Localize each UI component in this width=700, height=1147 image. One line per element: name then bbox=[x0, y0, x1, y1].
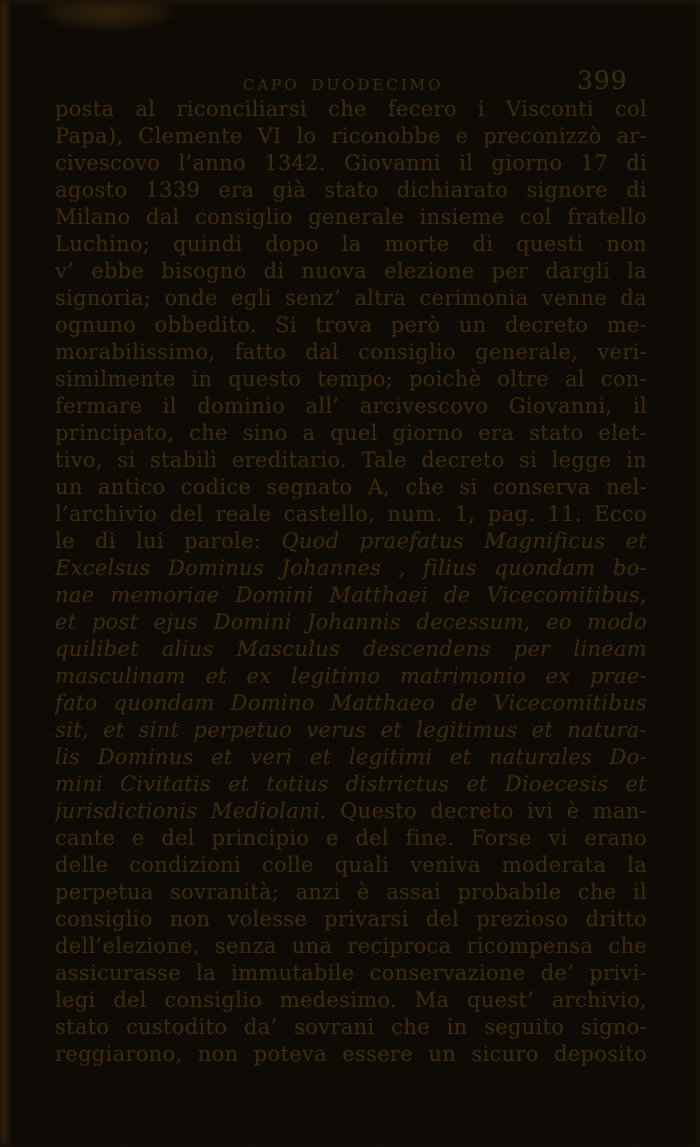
body-text-segment: civescovo l’anno 1342. Giovanni il giorno 17 di bbox=[55, 151, 647, 175]
text-line bbox=[55, 663, 647, 690]
body-text-segment: l’archivio del reale castello, num. 1, pag. 11. Ecco bbox=[55, 502, 647, 526]
body-text-segment: principato, che sino a quel giorno era stato elet- bbox=[55, 421, 647, 445]
body-text-segment: cante e del principio e del fine. Forse vi erano bbox=[55, 826, 647, 850]
text-line bbox=[55, 474, 647, 501]
text-line bbox=[55, 339, 647, 366]
text-line bbox=[55, 636, 647, 663]
scan-edge-left bbox=[0, 0, 12, 1147]
body-text-segment: un antico codice segnato A, che si conserva nel- bbox=[55, 475, 647, 499]
text-line bbox=[55, 123, 647, 150]
text-line bbox=[55, 285, 647, 312]
body-text-segment: Papa), Clemente VI lo riconobbe e preconizzò ar- bbox=[55, 124, 647, 148]
text-line bbox=[55, 420, 647, 447]
text-line bbox=[55, 555, 647, 582]
latin-quote-segment: masculinam et ex legitimo matrimonio ex prae- bbox=[55, 664, 647, 688]
body-text-segment: Luchino; quindi dopo la morte di questi non bbox=[55, 232, 647, 256]
body-text-segment: legi del consiglio medesimo. Ma quest’ archivio, bbox=[55, 988, 647, 1012]
latin-quote-segment: mini Civitatis et totius districtus et Dioecesis et bbox=[55, 772, 647, 796]
text-line bbox=[55, 204, 647, 231]
text-line bbox=[55, 906, 647, 933]
body-text-segment: Questo decreto ivi è man- bbox=[326, 799, 647, 823]
latin-quote-segment: nae memoriae Domini Matthaei de Vicecomitibus, bbox=[55, 583, 647, 607]
text-line bbox=[55, 582, 647, 609]
text-line bbox=[55, 96, 647, 123]
text-line bbox=[55, 690, 647, 717]
latin-quote-segment: fato quondam Domino Matthaeo de Vicecomitibus bbox=[55, 691, 647, 715]
text-line bbox=[55, 609, 647, 636]
text-line bbox=[55, 825, 647, 852]
page-number: 399 bbox=[577, 66, 628, 95]
body-text-segment: dell’elezione, senza una reciproca ricompensa che bbox=[55, 934, 647, 958]
text-line bbox=[55, 366, 647, 393]
text-line bbox=[55, 1014, 647, 1041]
body-text-segment: agosto 1339 era già stato dichiarato signore di bbox=[55, 178, 647, 202]
text-line bbox=[55, 231, 647, 258]
body-text-segment: similmente in questo tempo; poichè oltre al con- bbox=[55, 367, 647, 391]
body-text-segment: consiglio non volesse privarsi del prezioso dritto bbox=[55, 907, 647, 931]
text-line bbox=[55, 798, 647, 825]
text-line bbox=[55, 717, 647, 744]
text-line bbox=[55, 501, 647, 528]
latin-quote-segment: lis Dominus et veri et legitimi et naturales Do- bbox=[55, 745, 647, 769]
body-text-segment: delle condizioni colle quali veniva moderata la bbox=[55, 853, 647, 877]
paper-stain bbox=[14, 0, 204, 38]
body-text-segment: tivo, si stabilì ereditario. Tale decreto si legge in bbox=[55, 448, 647, 472]
text-line bbox=[55, 447, 647, 474]
text-line bbox=[55, 177, 647, 204]
scan-edge-top bbox=[0, 0, 700, 7]
body-text-segment: perpetua sovranità; anzi è assai probabile che il bbox=[55, 880, 647, 904]
latin-quote-segment: jurisdictionis Mediolani. bbox=[55, 799, 327, 823]
text-line bbox=[55, 960, 647, 987]
latin-quote-segment: Excelsus Dominus Johannes , filius quondam bo- bbox=[55, 556, 647, 580]
text-line bbox=[55, 258, 647, 285]
body-text-segment: Milano dal consiglio generale insieme col fratello bbox=[55, 205, 647, 229]
body-text-segment: v’ ebbe bisogno di nuova elezione per dargli la bbox=[55, 259, 647, 283]
text-line bbox=[55, 744, 647, 771]
running-header-chapter-title: CAPO DUODECIMO bbox=[243, 76, 444, 94]
body-text-segment: fermare il dominio all’ arcivescovo Giovanni, il bbox=[55, 394, 647, 418]
body-text-segment: le di lui parole: bbox=[55, 529, 282, 553]
body-text-segment: morabilissimo, fatto dal consiglio generale, veri- bbox=[55, 340, 647, 364]
text-line bbox=[55, 771, 647, 798]
text-line bbox=[55, 852, 647, 879]
latin-quote-segment: sit, et sint perpetuo verus et legitimus et natura- bbox=[55, 718, 647, 742]
body-text-segment: reggiarono, non poteva essere un sicuro deposito bbox=[55, 1042, 647, 1066]
text-line bbox=[55, 150, 647, 177]
text-line bbox=[55, 933, 647, 960]
latin-quote-segment: Quod praefatus Magnificus et bbox=[281, 529, 647, 553]
text-line bbox=[55, 393, 647, 420]
text-line bbox=[55, 1041, 647, 1068]
body-text-segment: stato custodito da’ sovrani che in seguito signo- bbox=[55, 1015, 647, 1039]
latin-quote-segment: quilibet alius Masculus descendens per lineam bbox=[55, 637, 647, 661]
scan-edge-bottom bbox=[0, 1141, 700, 1147]
text-line bbox=[55, 879, 647, 906]
latin-quote-segment: et post ejus Domini Johannis decessum, eo modo bbox=[55, 610, 647, 634]
text-line bbox=[55, 312, 647, 339]
text-block bbox=[55, 96, 647, 1068]
text-line bbox=[55, 528, 647, 555]
body-text-segment: signoria; onde egli senz’ altra cerimonia venne da bbox=[55, 286, 647, 310]
text-line bbox=[55, 987, 647, 1014]
body-text-segment: posta al riconciliarsi che fecero i Visconti col bbox=[55, 97, 647, 121]
body-text-segment: assicurasse la immutabile conservazione de’ privi- bbox=[55, 961, 647, 985]
body-text-segment: ognuno obbedito. Si trova però un decreto me- bbox=[55, 313, 647, 337]
scan-edge-right bbox=[693, 0, 700, 1147]
